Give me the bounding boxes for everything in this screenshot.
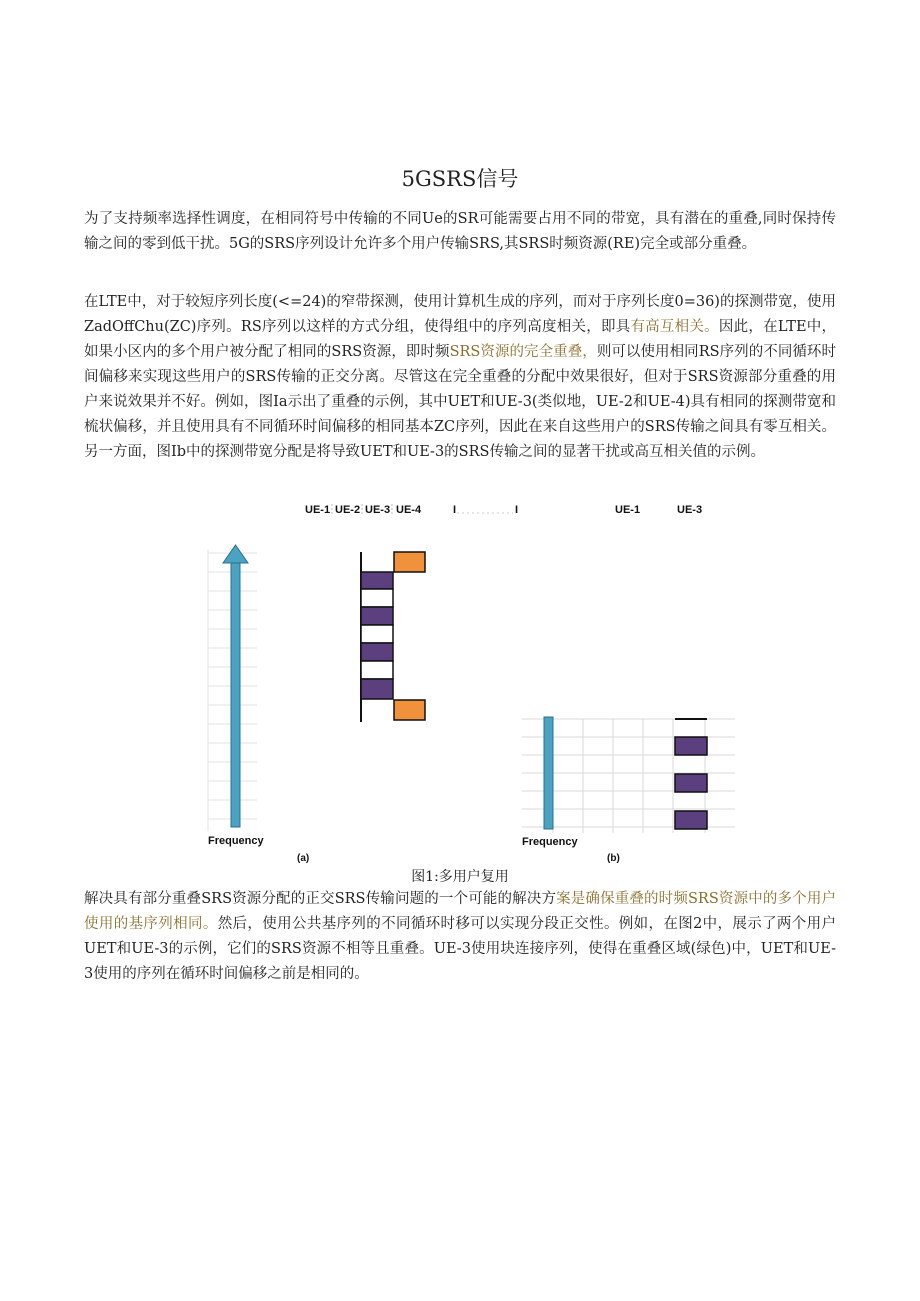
highlighted-text: 有高互相关。 bbox=[630, 319, 719, 335]
paragraph-text: 为了支持频率选择性调度，在相同符号中传输的不同Ue的SR可能需要占用不同的带宽，具有潜在的重叠,同时保持传输之间的零到低干扰。5G的SRS序列设计允许多个用户传输SRS,其SRS时频资源(RE)完全或部分重叠。 bbox=[84, 211, 836, 252]
header-b-ue-1: UE-1 bbox=[615, 504, 641, 516]
frequency-label-a: Frequency bbox=[208, 835, 264, 847]
subfig-a-label: (a) bbox=[297, 853, 310, 864]
orange-re-top bbox=[394, 552, 425, 572]
figure-a-headers bbox=[305, 504, 518, 516]
header-ue-3: UE-3 bbox=[365, 504, 391, 516]
frequency-label-b: Frequency bbox=[522, 836, 578, 848]
paragraph-text: 在LTE中，对于较短序列长度(<=24)的窄带探测，使用计算机生成的序列，而对于序列长度0=36)的探测带宽，使用ZadOffChu(ZC)序列。RS序列以这样的方式分组，使得组中的序列高度相关，即具 bbox=[84, 294, 836, 335]
figure-caption: 图1:多用户复用 bbox=[411, 869, 509, 885]
figure-b-comb bbox=[675, 719, 707, 829]
figure-b-headers bbox=[615, 504, 702, 516]
figure-a-comb bbox=[361, 552, 425, 722]
paragraph-2 bbox=[84, 290, 836, 465]
header-ue-4: UE-4 bbox=[396, 504, 422, 516]
mark-2: I bbox=[515, 504, 519, 516]
paragraph-text: 则可以使用相同RS序列的不同循环时间偏移来实现这些用户的SRS传输的正交分离。尽管这在完全重叠的分配中效果很好，但对于SRS资源部分重叠的用户来说效果并不好。例如，图Ia示出了重叠的示例，其中UET和UE-3(类似地，UE-2和UE-4)具有相同的探测带宽和梳状偏移，并且使用具有不同循环时间偏移的相同基本ZC序列，因此在来自这些用户的SRS传输之间具有零互相关。另一方面，图Ib中的探测带宽分配是将导致UET和UE-3的SRS传输之间的显著干扰或高互相关值的示例。 bbox=[84, 344, 836, 460]
paragraph-3 bbox=[84, 887, 836, 987]
mark-1: I bbox=[453, 504, 457, 516]
header-ue-1: UE-1 bbox=[305, 504, 331, 516]
paragraph-text: 解决具有部分重叠SRS资源分配的正交SRS传输问题的一个可能的解决方 bbox=[84, 891, 557, 907]
highlighted-text: SRS资源的完全重叠， bbox=[449, 344, 597, 360]
frequency-arrow-b bbox=[544, 717, 553, 829]
paragraph-text: 然后，使用公共基序列的不同循环时移可以实现分段正交性。例如，在图2中，展示了两个用户UET和UE-3的示例，它们的SRS资源不相等且重叠。UE-3使用块连接序列，使得在重叠区域(绿色)中，UET和UE-3使用的序列在循环时间偏移之前是相同的。 bbox=[84, 916, 836, 982]
figure-multiuser bbox=[195, 495, 740, 867]
header-ue-2: UE-2 bbox=[335, 504, 361, 516]
header-b-ue-3: UE-3 bbox=[677, 504, 703, 516]
orange-re-bottom bbox=[394, 700, 425, 720]
paragraph-1 bbox=[84, 207, 836, 257]
paragraph-text: 因此，在LTE中，如果小区内的多个用户被分配了相同的SRS资源，即时频 bbox=[84, 319, 837, 360]
highlighted-text: 案是确保重叠的时频SRS资源中的多个用户使用的基序列相同。 bbox=[84, 891, 836, 932]
document-title: 5GSRS信号 bbox=[401, 167, 519, 191]
subfig-b-label: (b) bbox=[607, 853, 620, 864]
